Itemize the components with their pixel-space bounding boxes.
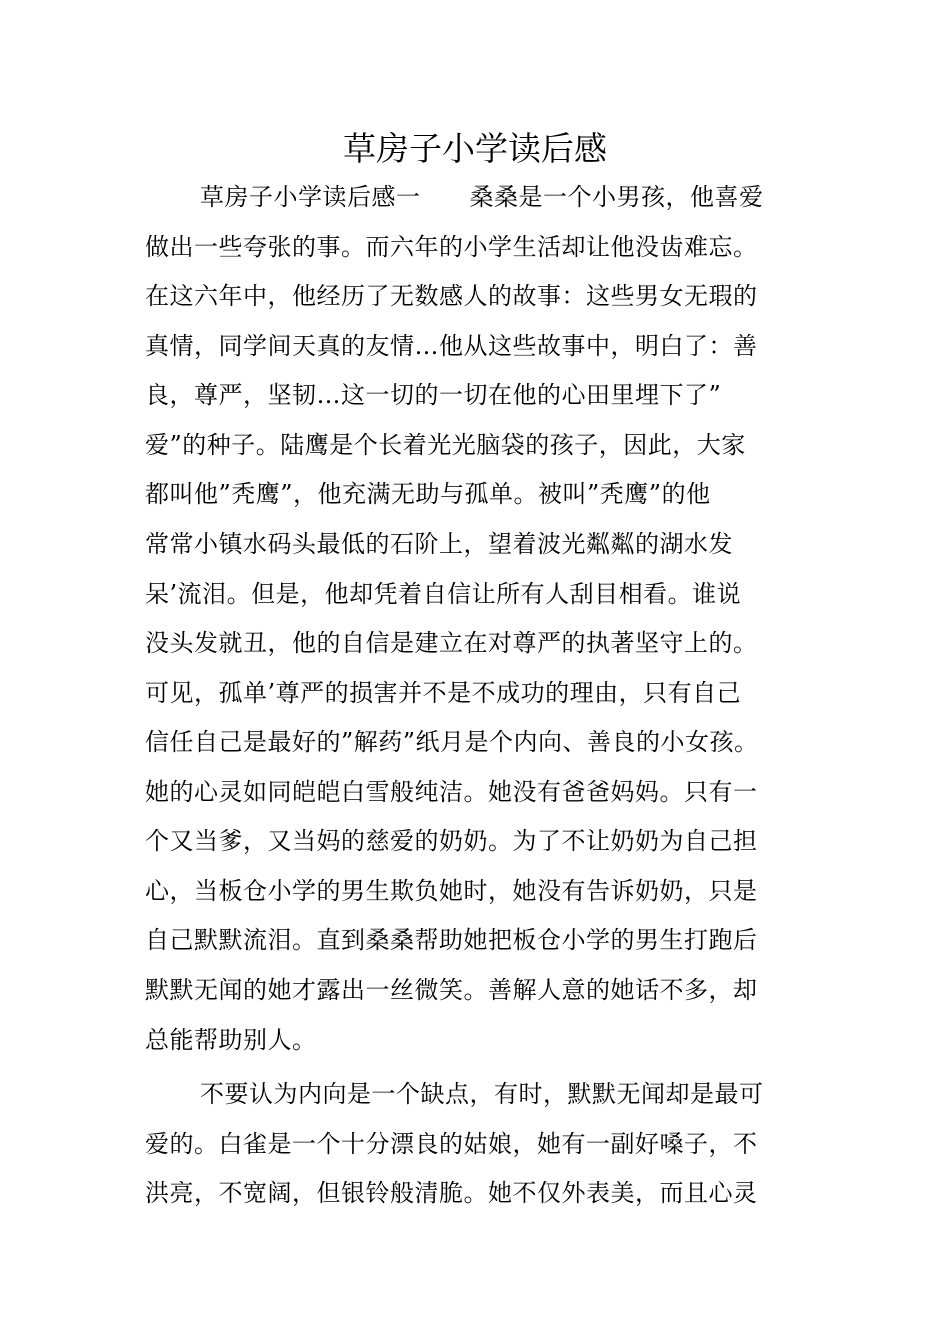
paragraph-line: 常常小镇水码头最低的石阶上，望着波光粼粼的湖水发 [145, 530, 733, 558]
document-title: 草房子小学读后感 [343, 129, 607, 168]
paragraph-line: 爱的。白雀是一个十分漂良的姑娘，她有一副好嗓子，不 [145, 1130, 758, 1158]
paragraph-line: 爱”的种子。陆鹰是个长着光光脑袋的孩子，因此，大家 [145, 431, 746, 459]
paragraph-line: 草房子小学读后感一 桑桑是一个小男孩，他喜爱 [200, 183, 764, 211]
paragraph-line: 不要认为内向是一个缺点，有时，默默无闻却是最可 [200, 1080, 764, 1108]
paragraph-line: 良，尊严，坚韧…这一切的一切在他的心田里埋下了” [145, 381, 722, 409]
paragraph-line: 心，当板仓小学的男生欺负她时，她没有告诉奶奶，只是 [145, 877, 758, 905]
paragraph-line: 默默无闻的她才露出一丝微笑。善解人意的她话不多，却 [145, 976, 758, 1004]
paragraph-line: 做出一些夸张的事。而六年的小学生活却让他没齿难忘。 [145, 233, 758, 261]
paragraph-line: 呆’流泪。但是，他却凭着自信让所有人刮目相看。谁说 [145, 580, 742, 608]
paragraph-line: 她的心灵如同皑皑白雪般纯洁。她没有爸爸妈妈。只有一 [145, 778, 758, 806]
paragraph-line: 自己默默流泪。直到桑桑帮助她把板仓小学的男生打跑后 [145, 926, 758, 954]
paragraph-line: 可见，孤单’尊严的损害并不是不成功的理由，只有自己 [145, 679, 742, 707]
paragraph-line: 信任自己是最好的”解药”纸月是个内向、善良的小女孩。 [145, 728, 759, 756]
paragraph-line: 真情，同学间天真的友情…他从这些故事中，明白了：善 [145, 332, 758, 360]
paragraph-line: 洪亮，不宽阔，但银铃般清脆。她不仅外表美，而且心灵 [145, 1179, 758, 1207]
paragraph-line: 个又当爹，又当妈的慈爱的奶奶。为了不让奶奶为自己担 [145, 827, 758, 855]
paragraph-line: 都叫他”秃鹰”，他充满无助与孤单。被叫”秃鹰”的他 [145, 480, 711, 508]
paragraph-line: 在这六年中，他经历了无数感人的故事：这些男女无瑕的 [145, 282, 758, 310]
paragraph-line: 没头发就丑，他的自信是建立在对尊严的执著坚守上的。 [145, 629, 758, 657]
paragraph-line: 总能帮助别人。 [145, 1026, 317, 1054]
